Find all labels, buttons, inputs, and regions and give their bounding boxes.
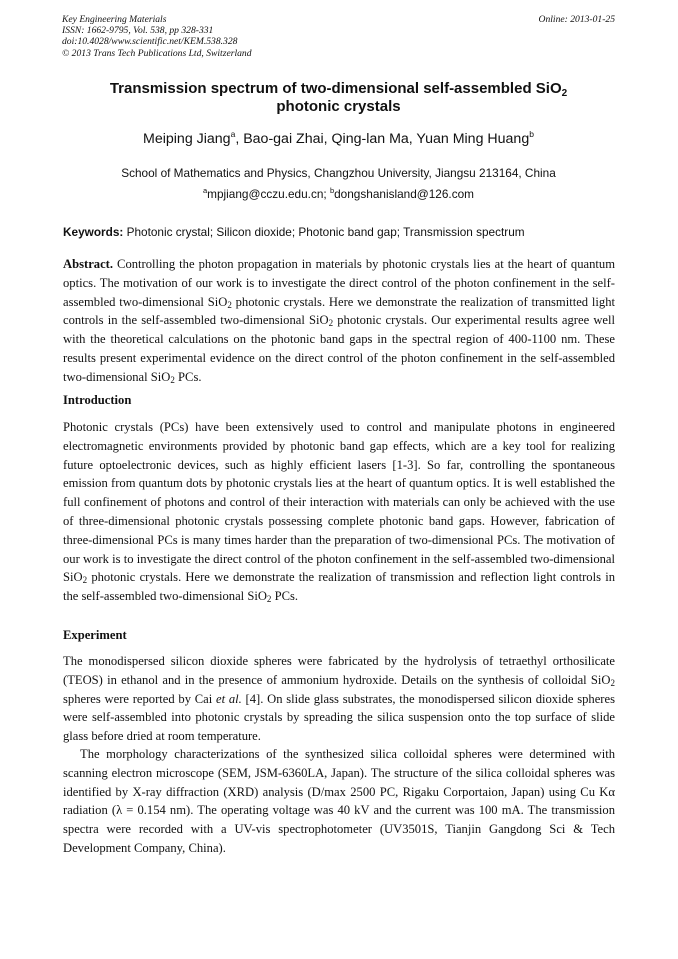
affiliation: School of Mathematics and Physics, Changzhou University, Jiangsu 213164, China	[121, 166, 556, 180]
journal-header	[62, 14, 252, 59]
introduction-body: Photonic crystals (PCs) have been extensively used to control and manipulate photons in engineered electromagnetic environments provided by photonic band gap effects, which are a key tool for realizing future optoelectronic devices, such as highly efficient lasers [1-3]. So far, controlling the spontaneous emission from quantum dots by photonic crystals lies at the heart of quantum optics. It is well established the full confinement of photons and control of their interaction with materials can only be achieved with the use of three-dimensional photonic crystals possessing complete photonic band gaps. However, fabrication of three-dimensional PCs is many times harder than the preparation of two-dimensional PCs. The motivation of our work is to investigate the direct control of the photon confinement in the self-assembled two-dimensional SiO$_2$ photonic crystals. Here we demonstrate the realization of transmission and reflection light controls in the self-assembled two-dimensional SiO$_2$ PCs.	[63, 420, 615, 605]
experiment-paragraph-1: The monodispersed silicon dioxide spheres were fabricated by the hydrolysis of tetraethyl orthosilicate (TEOS) in ethanol and in the presence of ammonium hydroxide. Details on the synthesis of colloidal SiO$_2$ spheres were reported by Cai et al. [4]. On slide glass substrates, the monodispersed silicon dioxide spheres were self-assembled into photonic crystals by spreading the silica suspension onto the top surface of slide glass before dried at room temperature.	[63, 654, 615, 744]
issn-line: ISSN: 1662-9795, Vol. 538, pp 328-331	[62, 25, 214, 37]
introduction-heading: Introduction	[63, 393, 132, 407]
experiment-paragraph-2: The morphology characterizations of the synthesized silica colloidal spheres were determined with scanning electron microscope (SEM, JSM-6360LA, Japan). The structure of the silica colloidal spheres was identified by X-ray diffraction (XRD) analysis (D/max 2500 PC, Rigaku Corportaion, Japan) using Cu Kα radiation (λ = 0.154 nm). The operating voltage was 40 kV and the current was 100 mA. The transmission spectra were recorded with a UV-vis spectrophotometer (UV3501S, Tianjin Gangdong Sci & Tech Development Company, China).	[63, 747, 615, 855]
paper-title: Transmission spectrum of two-dimensional self-assembled SiO$_2$ photonic crystals	[109, 80, 568, 115]
experiment-heading: Experiment	[63, 628, 127, 642]
author-emails: $^a$mpjiang@cczu.edu.cn; $^b$dongshanisland@126.com	[202, 186, 474, 201]
keywords: Keywords: Photonic crystal; Silicon dioxide; Photonic band gap; Transmission spectrum	[63, 225, 525, 239]
doi-line: doi:10.4028/www.scientific.net/KEM.538.328	[62, 36, 238, 48]
author-list: Meiping Jiang$^a$, Bao-gai Zhai, Qing-lan Ma, Yuan Ming Huang$^b$	[143, 129, 534, 147]
online-date: Online: 2013-01-25	[538, 14, 615, 25]
email-link-b[interactable]: dongshanisland@126.com	[334, 187, 474, 201]
copyright-line: © 2013 Trans Tech Publications Ltd, Switzerland	[62, 47, 252, 59]
abstract: Abstract. Controlling the photon propagation in materials by photonic crystals lies at the heart of quantum optics. The motivation of our work is to investigate the direct control of the photon confinement in the self-assembled two-dimensional SiO$_2$ photonic crystals. Here we demonstrate the realization of transmitted light controls in the self-assembled two-dimensional SiO$_2$ photonic crystals. Our experimental results agree well with the theoretical calculations on the photonic band gaps in the spectral region of 400-1100 nm. These results present experimental evidence on the direct control of the photon confinement in the self-assembled two-dimensional SiO$_2$ PCs.	[63, 257, 616, 385]
email-link-a[interactable]: mpjiang@cczu.edu.cn;	[207, 187, 330, 201]
journal-name: Key Engineering Materials	[62, 14, 167, 25]
